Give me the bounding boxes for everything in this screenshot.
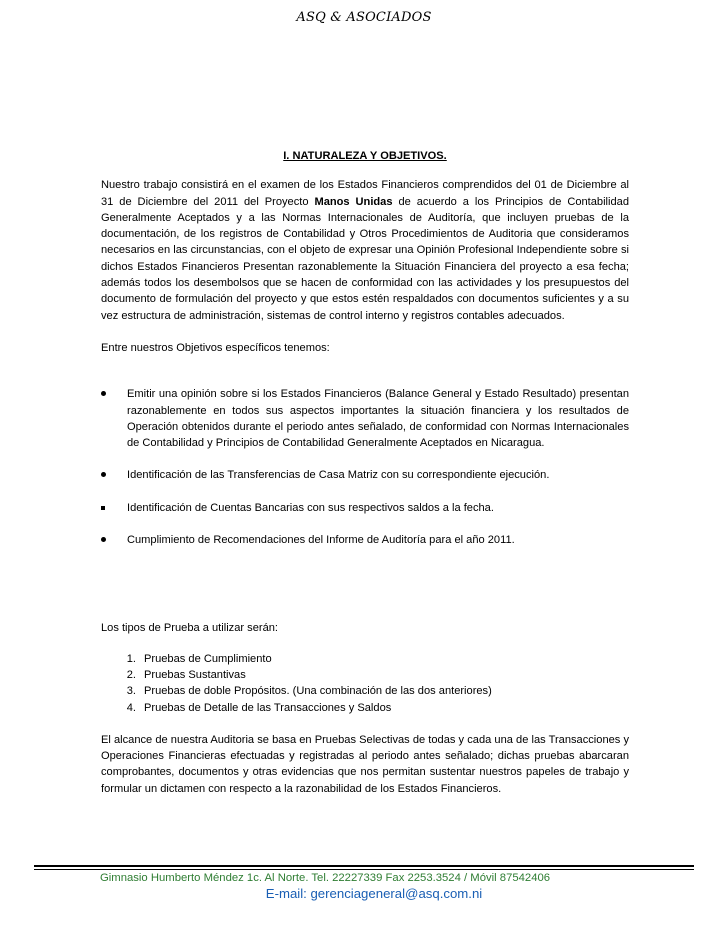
scope-paragraph: El alcance de nuestra Auditoria se basa en Pruebas Selectivas de todas y cada una de las Transacciones y Operaciones Financieras efectuadas y registradas al periodo antes señalado; dichas pruebas abarcaran comprobantes, documentos y otras evidencias que nos permitan sustentar nuestros papeles de trabajo y formular un dictamen con respecto a la razonabilidad de los Estados Financieros. bbox=[101, 733, 629, 795]
objective-text: Identificación de Cuentas Bancarias con sus respectivos saldos a la fecha. bbox=[127, 501, 494, 514]
objective-text: Emitir una opinión sobre si los Estados Financieros (Balance General y Estado Resultado) presentan razonablemente en todos sus aspectos importantes la situación financiera y los resultados de Operación obtenidos durante el periodo antes señalado, de conformidad con Normas Internacionales de Contabilidad y Principios de Contabilidad Generalmente Aceptados en Nicaragua. bbox=[127, 388, 629, 450]
test-item bbox=[101, 667, 629, 683]
test-number: 4. bbox=[126, 701, 136, 714]
intro-paragraph bbox=[101, 177, 629, 324]
footer-divider-thin bbox=[34, 869, 694, 870]
test-item bbox=[101, 683, 629, 699]
bullet-icon bbox=[101, 391, 106, 396]
objective-item bbox=[101, 500, 629, 516]
bullet-icon bbox=[101, 472, 106, 477]
footer-address: Gimnasio Humberto Méndez 1c. Al Norte. Tel. 22227339 Fax 2253.3524 / Móvil 87542406 bbox=[100, 872, 551, 884]
footer-divider bbox=[34, 865, 694, 867]
intro-text-start: Nuestro trabajo consistirá en el examen de los Estados Financieros comprendidos del 01 de Diciembre al 31 de Diciembre del 2011 del Proyecto bbox=[101, 179, 629, 208]
intro-text-end: de acuerdo a los Principios de Contabilidad Generalmente Aceptados y a las Normas Internacionales de Auditoría, que incluyen pruebas de la documentación, de los registros de Contabilidad y Otros Procedimientos de Auditoria que consideramos necesarios en las circunstancias, con el objeto de expresar una Opinión Profesional Independiente sobre si dichos Estados Financieros Presentan razonablemente la Situación Financiera del proyecto a esa fecha; además todos los desembolsos que se hacen de conformidad con las actividades y los presupuestos del documento de formulación del proyecto y que estos estén respaldados con documentos suficientes y a su vez estructura de administración, sistemas de control interno y registros contables adecuados. bbox=[101, 195, 629, 322]
objective-item bbox=[101, 467, 629, 483]
test-text: Pruebas de Cumplimiento bbox=[144, 652, 272, 665]
bullet-icon bbox=[101, 537, 106, 542]
test-item bbox=[101, 700, 629, 716]
test-item bbox=[101, 651, 629, 667]
test-number: 3. bbox=[126, 685, 136, 698]
test-number: 1. bbox=[126, 652, 136, 665]
objectives-intro: Entre nuestros Objetivos específicos tenemos: bbox=[101, 341, 330, 354]
test-number: 2. bbox=[126, 668, 136, 681]
test-text: Pruebas de Detalle de las Transacciones y Saldos bbox=[144, 701, 392, 714]
test-text: Pruebas de doble Propósitos. (Una combinación de las dos anteriores) bbox=[144, 685, 492, 698]
objective-text: Cumplimiento de Recomendaciones del Informe de Auditoría para el año 2011. bbox=[127, 534, 515, 547]
tests-intro: Los tipos de Prueba a utilizar serán: bbox=[101, 622, 278, 635]
page-header: ASQ & ASOCIADOS bbox=[296, 10, 432, 25]
objectives-list bbox=[101, 386, 629, 548]
project-name: Manos Unidas bbox=[314, 195, 393, 208]
objective-text: Identificación de las Transferencias de Casa Matriz con su correspondiente ejecución. bbox=[127, 469, 550, 482]
tests-list bbox=[101, 651, 629, 716]
footer-email: E-mail: gerenciageneral@asq.com.ni bbox=[265, 886, 483, 901]
bullet-icon bbox=[101, 506, 105, 510]
objective-item bbox=[101, 386, 629, 451]
objective-item bbox=[101, 532, 629, 548]
section-title: I. NATURALEZA Y OBJETIVOS. bbox=[283, 150, 447, 162]
test-text: Pruebas Sustantivas bbox=[144, 668, 246, 681]
document-body bbox=[101, 148, 629, 797]
